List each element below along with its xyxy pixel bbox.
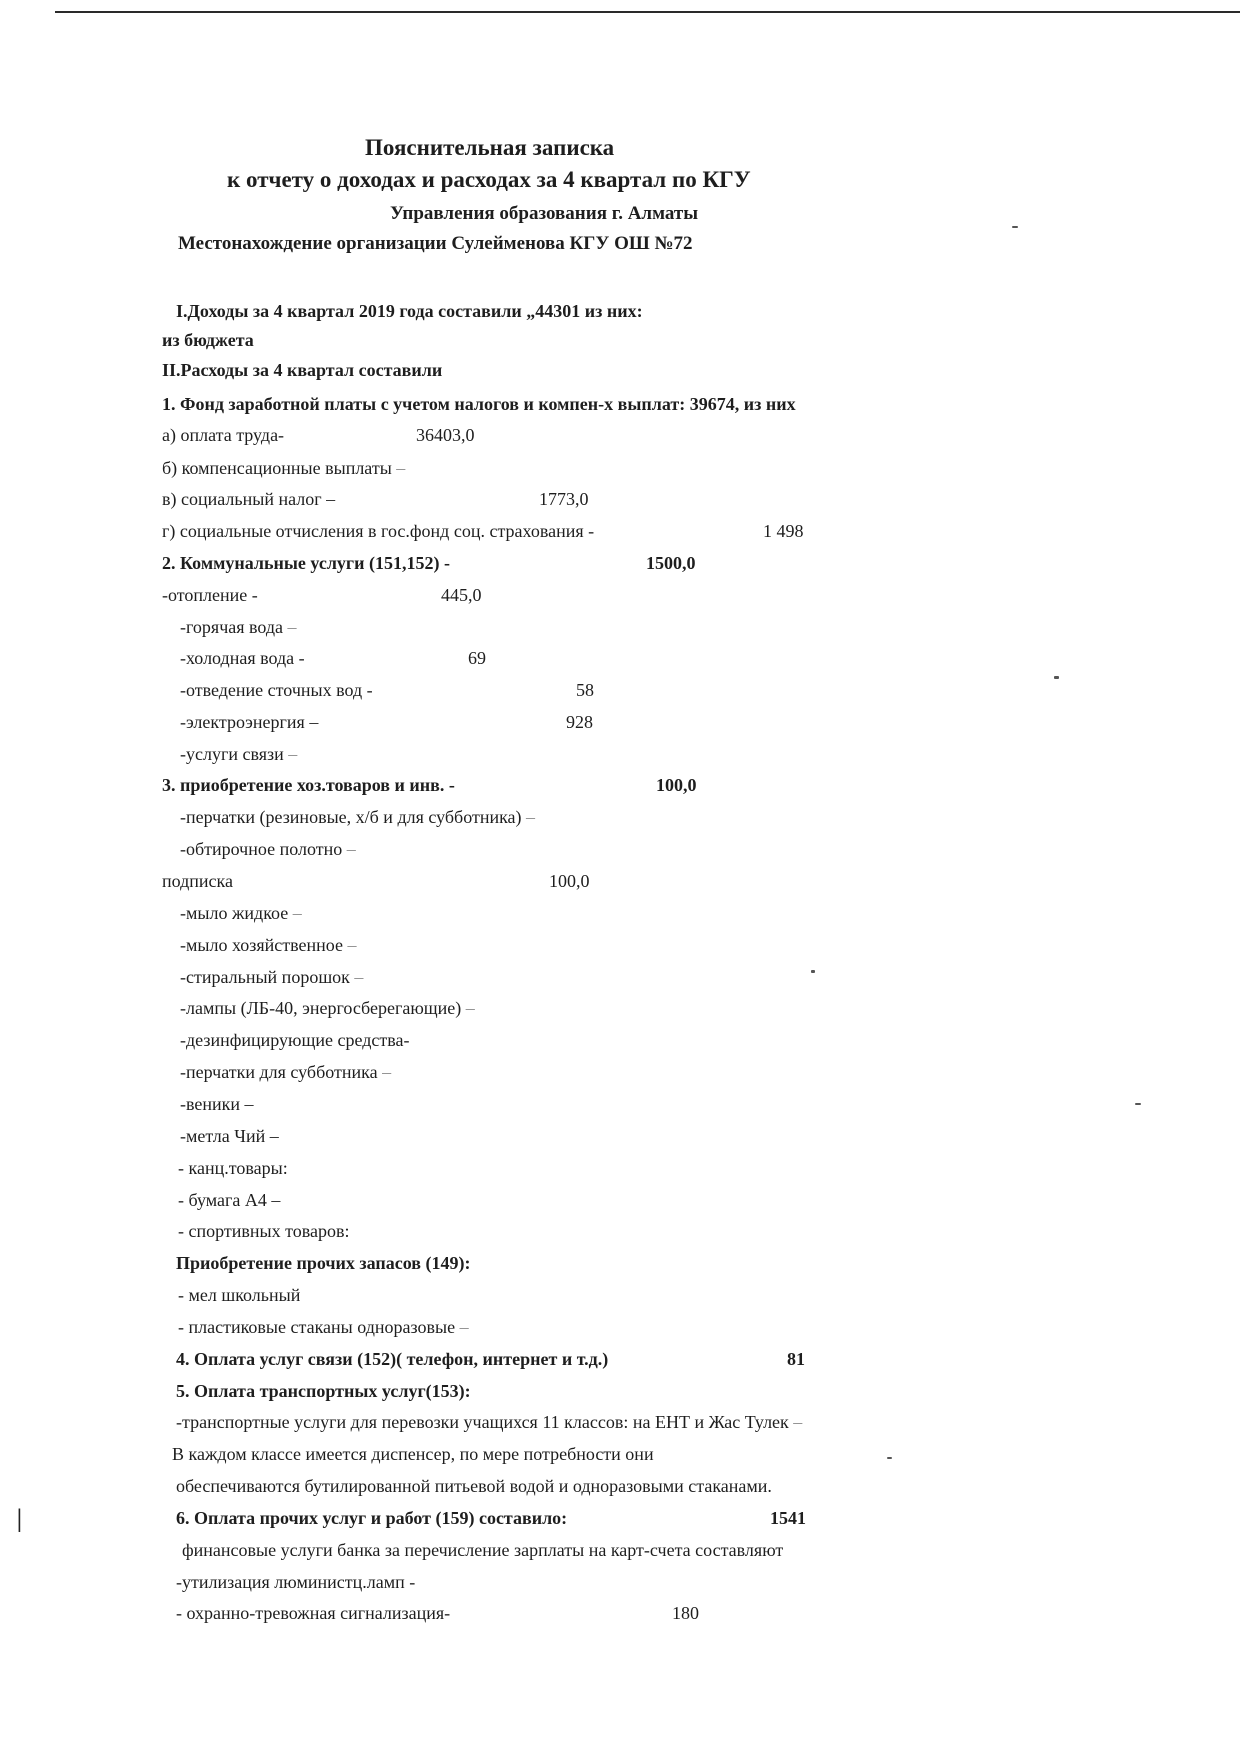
- scan-speck: [1012, 226, 1018, 228]
- organization-location: Местонахождение организации Сулейменова КГУ ОШ №72: [178, 233, 693, 254]
- scan-speck: [887, 1457, 892, 1459]
- page-subtitle: к отчету о доходах и расходах за 4 квартал по КГУ: [227, 167, 751, 192]
- page-title: Пояснительная записка: [365, 135, 615, 160]
- scan-speck: [1135, 1103, 1141, 1105]
- scan-speck: [811, 970, 815, 973]
- scan-mark: ǀ: [16, 1503, 23, 1540]
- top-border-line: [55, 11, 1240, 13]
- document-page: Пояснительная записка к отчету о доходах и расходах за 4 квартал по КГУ Управления образования г. Алматы Местонахождение организации Сулейменова КГУ ОШ №72 I.Доходы за 4 квартал 2019 года составили „44301 из них: из бюджета II.Расходы за 4 квартал составили 1. Фонд заработной платы с учетом налогов и компен-х выплат: 39674, из них а) оплата труда- 36403,0 б) компенсационные выплаты – в) социальный налог – 1773,0 г) социальные отчисления в гос.фонд соц. страхования - 1 498 2. Коммунальные услуги (151,152) - 1500,0 -отопление - 445,0 -горячая вода – -холодная вода - 69 -отведение сточных вод - 58 -электроэнергия – 928 -услуги связи – 3. приобретение хоз.товаров и инв. - 100,0 -перчатки (резиновые, х/б и для субботника) – -обтирочное полотно – подписка 100,0 -мыло жидкое – -мыло хозяйственное – -стиральный порошок – -лампы (ЛБ-40, энергосберегающие) – -дезинфицирующие средства- -перчатки для субботника – -веники – -метла Чий – - канц.товары: - бумага А4 – - спортивных товаров: Приобретение прочих запасов (149): - мел школьный - пластиковые стаканы одноразовые – 4. Оплата услуг связи (152)( телефон, интернет и т.д.) 81 5. Оплата транспортных услуг(153): -транспортные услуги для перевозки учащихся 11 классов: на ЕНТ и Жас Тулек – В каждом классе имеется диспенсер, по мере потребности они обеспечиваются бутилированной питьевой водой и одноразовыми стаканами. 6. Оплата прочих услуг и работ (159) составило: 1541 финансовые услуги банка за перечисление зарплаты на карт-счета составляют -утилизация люминистц.ламп - - охранно-тревожная сигнализация- 180 ǀ: [0, 0, 1240, 1754]
- scan-speck: [1054, 676, 1059, 679]
- organization-name: Управления образования г. Алматы: [390, 203, 699, 224]
